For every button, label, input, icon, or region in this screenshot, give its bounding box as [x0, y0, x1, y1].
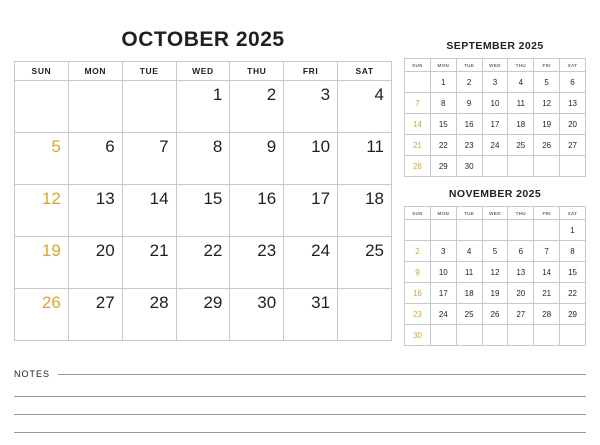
- day-cell[interactable]: 8: [430, 93, 456, 114]
- day-cell[interactable]: 2: [456, 72, 482, 93]
- day-cell[interactable]: 23: [456, 135, 482, 156]
- calendar-week-row: [15, 237, 392, 289]
- day-cell[interactable]: 13: [560, 93, 586, 114]
- calendar-week-row: [15, 289, 392, 341]
- day-cell[interactable]: 13: [508, 262, 534, 283]
- day-cell: [482, 156, 508, 177]
- day-cell[interactable]: 5: [15, 133, 69, 185]
- day-cell[interactable]: 17: [284, 185, 338, 237]
- day-cell: [508, 156, 534, 177]
- day-cell[interactable]: 12: [15, 185, 69, 237]
- weekday-header-fri: FRI: [534, 59, 560, 72]
- calendar-week-row: [405, 72, 586, 93]
- day-cell[interactable]: [122, 81, 176, 133]
- day-cell[interactable]: 3: [430, 241, 456, 262]
- weekday-header-thu: THU: [508, 207, 534, 220]
- weekday-header-fri: FRI: [534, 207, 560, 220]
- day-cell[interactable]: 19: [482, 283, 508, 304]
- day-cell[interactable]: 8: [560, 241, 586, 262]
- day-cell[interactable]: 16: [405, 283, 431, 304]
- calendar-columns: [14, 18, 586, 346]
- day-cell[interactable]: 15: [176, 185, 230, 237]
- day-cell[interactable]: 18: [338, 185, 392, 237]
- prev-month-grid: [404, 58, 586, 177]
- day-cell[interactable]: [15, 81, 69, 133]
- notes-line[interactable]: [14, 414, 586, 415]
- day-cell[interactable]: 6: [560, 72, 586, 93]
- day-cell[interactable]: 7: [534, 241, 560, 262]
- main-month-grid: [14, 61, 392, 341]
- day-cell[interactable]: 7: [405, 93, 431, 114]
- weekday-header-tue: TUE: [122, 62, 176, 81]
- calendar-week-row: [15, 133, 392, 185]
- calendar-week-row: [15, 81, 392, 133]
- day-cell[interactable]: 10: [430, 262, 456, 283]
- day-cell[interactable]: 5: [534, 72, 560, 93]
- day-cell[interactable]: 23: [230, 237, 284, 289]
- day-cell[interactable]: 1: [430, 72, 456, 93]
- day-cell: [405, 220, 431, 241]
- weekday-header-mon: MON: [68, 62, 122, 81]
- day-cell[interactable]: 18: [456, 283, 482, 304]
- day-cell: [456, 220, 482, 241]
- day-cell[interactable]: 7: [122, 133, 176, 185]
- weekday-header-sat: SAT: [560, 207, 586, 220]
- day-cell[interactable]: 20: [508, 283, 534, 304]
- day-cell[interactable]: 12: [534, 93, 560, 114]
- day-cell[interactable]: 30: [230, 289, 284, 341]
- day-cell[interactable]: 21: [534, 283, 560, 304]
- day-cell[interactable]: 28: [122, 289, 176, 341]
- calendar-week-row: [405, 304, 586, 325]
- day-cell[interactable]: 19: [15, 237, 69, 289]
- day-cell[interactable]: 8: [176, 133, 230, 185]
- weekday-header-wed: WED: [482, 59, 508, 72]
- weekday-header-wed: WED: [482, 207, 508, 220]
- day-cell[interactable]: 3: [284, 81, 338, 133]
- main-month: [14, 18, 392, 341]
- day-cell[interactable]: 15: [430, 114, 456, 135]
- day-cell: [560, 156, 586, 177]
- day-cell[interactable]: 25: [456, 304, 482, 325]
- notes-section: [14, 369, 586, 433]
- calendar-week-row: [405, 262, 586, 283]
- prev-month: [404, 40, 586, 177]
- weekday-header-sat: SAT: [338, 62, 392, 81]
- day-cell[interactable]: 6: [68, 133, 122, 185]
- day-cell: [430, 220, 456, 241]
- notes-header: [14, 369, 586, 379]
- day-cell[interactable]: 17: [482, 114, 508, 135]
- day-cell[interactable]: 10: [482, 93, 508, 114]
- notes-line[interactable]: [14, 396, 586, 397]
- day-cell[interactable]: 2: [230, 81, 284, 133]
- day-cell[interactable]: 26: [15, 289, 69, 341]
- day-cell[interactable]: 5: [482, 241, 508, 262]
- next-month-grid: [404, 206, 586, 346]
- day-cell[interactable]: 22: [560, 283, 586, 304]
- day-cell[interactable]: 11: [338, 133, 392, 185]
- weekday-header-mon: MON: [430, 59, 456, 72]
- day-cell[interactable]: 27: [508, 304, 534, 325]
- day-cell[interactable]: 14: [405, 114, 431, 135]
- main-month-title: OCTOBER 2025: [121, 28, 285, 51]
- calendar-week-row: [405, 220, 586, 241]
- calendar-week-row: [405, 325, 586, 346]
- calendar-week-row: [15, 185, 392, 237]
- day-cell[interactable]: 23: [405, 304, 431, 325]
- day-cell[interactable]: 17: [430, 283, 456, 304]
- day-cell[interactable]: 12: [482, 262, 508, 283]
- day-cell[interactable]: 22: [176, 237, 230, 289]
- day-cell[interactable]: 16: [230, 185, 284, 237]
- calendar-week-row: [405, 135, 586, 156]
- day-cell[interactable]: 15: [560, 262, 586, 283]
- day-cell[interactable]: 22: [430, 135, 456, 156]
- day-cell[interactable]: 21: [122, 237, 176, 289]
- day-cell[interactable]: 16: [456, 114, 482, 135]
- day-cell[interactable]: 1: [560, 220, 586, 241]
- day-cell[interactable]: 6: [508, 241, 534, 262]
- day-cell[interactable]: 4: [456, 241, 482, 262]
- day-cell[interactable]: 4: [508, 72, 534, 93]
- calendar-week-row: [405, 114, 586, 135]
- day-cell[interactable]: 11: [456, 262, 482, 283]
- weekday-header-thu: THU: [230, 62, 284, 81]
- calendar-week-row: [405, 241, 586, 262]
- day-cell: [508, 325, 534, 346]
- day-cell[interactable]: 30: [405, 325, 431, 346]
- day-cell[interactable]: 28: [405, 156, 431, 177]
- day-cell: [508, 220, 534, 241]
- day-cell[interactable]: 24: [430, 304, 456, 325]
- prev-month-title: SEPTEMBER 2025: [446, 40, 544, 52]
- day-cell: [430, 325, 456, 346]
- next-month: [404, 188, 586, 346]
- weekday-header-mon: MON: [430, 207, 456, 220]
- day-cell[interactable]: 4: [338, 81, 392, 133]
- weekday-header-tue: TUE: [456, 59, 482, 72]
- day-cell[interactable]: 31: [284, 289, 338, 341]
- day-cell[interactable]: 30: [456, 156, 482, 177]
- weekday-header-fri: FRI: [284, 62, 338, 81]
- weekday-header-wed: WED: [176, 62, 230, 81]
- day-cell[interactable]: 19: [534, 114, 560, 135]
- weekday-header-thu: THU: [508, 59, 534, 72]
- day-cell[interactable]: 14: [122, 185, 176, 237]
- day-cell[interactable]: 26: [534, 135, 560, 156]
- side-months: [404, 18, 586, 346]
- day-cell[interactable]: 20: [560, 114, 586, 135]
- calendar-week-row: [405, 93, 586, 114]
- day-cell: [534, 220, 560, 241]
- calendar-week-row: [405, 156, 586, 177]
- day-cell[interactable]: 21: [405, 135, 431, 156]
- day-cell[interactable]: 2: [405, 241, 431, 262]
- day-cell[interactable]: 10: [284, 133, 338, 185]
- next-month-title: NOVEMBER 2025: [448, 188, 542, 200]
- day-cell: [560, 325, 586, 346]
- day-cell[interactable]: 20: [68, 237, 122, 289]
- main-weekday-row: [15, 62, 392, 81]
- day-cell[interactable]: 29: [560, 304, 586, 325]
- weekday-header-sat: SAT: [560, 59, 586, 72]
- day-cell[interactable]: 28: [534, 304, 560, 325]
- notes-rule: [58, 374, 586, 375]
- day-cell[interactable]: 13: [68, 185, 122, 237]
- weekday-header-tue: TUE: [456, 207, 482, 220]
- day-cell[interactable]: [68, 81, 122, 133]
- day-cell[interactable]: 9: [405, 262, 431, 283]
- notes-label: NOTES: [14, 369, 51, 379]
- day-cell[interactable]: [405, 72, 431, 93]
- notes-line[interactable]: [14, 432, 586, 433]
- day-cell[interactable]: 9: [456, 93, 482, 114]
- day-cell[interactable]: 25: [508, 135, 534, 156]
- day-cell[interactable]: 1: [176, 81, 230, 133]
- weekday-header-sun: SUN: [405, 59, 431, 72]
- day-cell[interactable]: 9: [230, 133, 284, 185]
- weekday-header-sun: SUN: [405, 207, 431, 220]
- day-cell: [456, 325, 482, 346]
- day-cell[interactable]: 29: [430, 156, 456, 177]
- weekday-header-sun: SUN: [15, 62, 69, 81]
- next-weekday-row: [405, 207, 586, 220]
- day-cell: [534, 156, 560, 177]
- day-cell[interactable]: [338, 289, 392, 341]
- day-cell[interactable]: 24: [482, 135, 508, 156]
- day-cell[interactable]: 27: [68, 289, 122, 341]
- day-cell: [482, 325, 508, 346]
- day-cell[interactable]: 11: [508, 93, 534, 114]
- day-cell[interactable]: 14: [534, 262, 560, 283]
- day-cell[interactable]: 3: [482, 72, 508, 93]
- day-cell: [534, 325, 560, 346]
- day-cell[interactable]: 18: [508, 114, 534, 135]
- day-cell[interactable]: 29: [176, 289, 230, 341]
- calendar-week-row: [405, 283, 586, 304]
- day-cell[interactable]: 24: [284, 237, 338, 289]
- day-cell[interactable]: 27: [560, 135, 586, 156]
- day-cell[interactable]: 26: [482, 304, 508, 325]
- day-cell[interactable]: 25: [338, 237, 392, 289]
- prev-weekday-row: [405, 59, 586, 72]
- day-cell: [482, 220, 508, 241]
